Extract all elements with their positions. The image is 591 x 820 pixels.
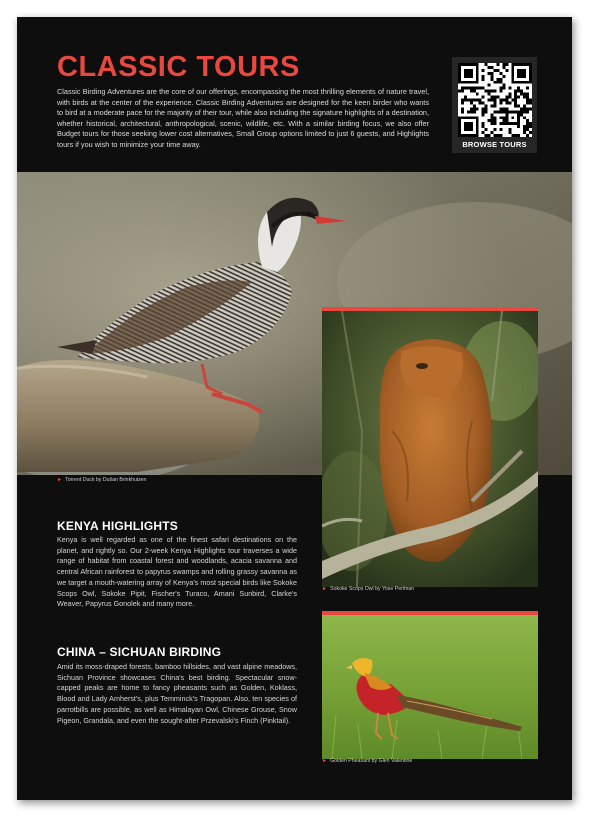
kenya-highlights-heading: KENYA HIGHLIGHTS <box>57 519 178 533</box>
brochure-page <box>17 17 572 800</box>
sokoke-scops-owl-photo <box>322 307 538 587</box>
qr-code[interactable] <box>458 63 532 137</box>
page-title: CLASSIC TOURS <box>57 51 300 83</box>
qr-caption: BROWSE TOURS <box>462 140 527 149</box>
china-sichuan-heading: CHINA – SICHUAN BIRDING <box>57 645 222 659</box>
pheasant-caption: ► Golden Pheasant by Glen Valentine <box>322 758 413 764</box>
china-sichuan-body: Amid its moss-draped forests, bamboo hillsides, and vast alpine meadows, Sichuan Province showcases China's best birding. Spectacular snow-capped peaks are home to fancy pheasants such as Golden, Koklass, Blood and Lady Amherst's, plus Temminck's Tragopan. Also, ten species of parrotbills are possible, as well as Himalayan Owl, Chinese Grouse, Snow Pigeon, Grandala, and even the sought-after Przevalski's Finch (Pinktail). <box>57 662 297 725</box>
owl-caption: ► Sokoke Scops Owl by Yoav Perlman <box>322 586 415 592</box>
caption-arrow-icon: ► <box>322 586 328 592</box>
golden-pheasant-photo <box>322 611 538 759</box>
caption-arrow-icon: ► <box>57 477 63 483</box>
browse-tours-qr[interactable] <box>452 57 537 153</box>
intro-paragraph: Classic Birding Adventures are the core of our offerings, encompassing the most thrilling elements of nature travel, with birds at the center of the experience. Classic Birding Adventures are designed for the keen birder who wants to bird at a moderate pace for the majority of their tour, while also including the signature highlights of a destination, whether historical, architectural, anthropological, scenic, wildlife, etc. With a similar birding focus, we also offer Budget tours for those seeking lower cost alternatives, Small Group options limited to just 6 guests, and Highlights tours if you wish to minimize your time away. <box>57 87 429 149</box>
caption-arrow-icon: ► <box>322 758 328 764</box>
torrent-duck-caption: ► Torrent Duck by Dušan Brinkhuizen <box>57 477 147 483</box>
kenya-highlights-body: Kenya is well regarded as one of the finest safari destinations on the planet, and rightly so. Our 2-week Kenya Highlights tour traverses a wide range of habitat from coastal forest and woodlands, acacia savanna and central African rainforest to papyrus swamps and rolling grassy savanna as we target a mouth-watering array of Kenya's most special birds like Sokoke Scops Owl, Sokoke Pipit, Fischer's Turaco, Amani Sunbird, Clarke's Weaver, Papyrus Gonolek and many more. <box>57 535 297 609</box>
